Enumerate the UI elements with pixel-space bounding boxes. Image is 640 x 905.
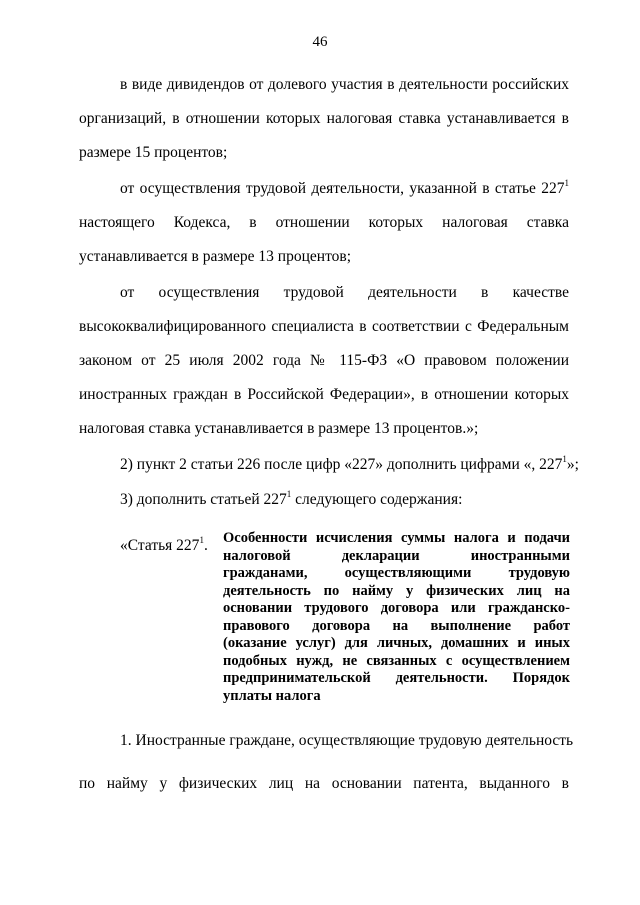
article-title-line: Особенности исчисления суммы налога и подачи bbox=[223, 530, 570, 546]
text-fragment: от осуществления трудовой деятельности, указанной в статье 227 bbox=[120, 180, 565, 197]
superscript: 1 bbox=[199, 534, 204, 545]
text-fragment: следующего содержания: bbox=[291, 491, 463, 508]
page-number: 46 bbox=[312, 34, 328, 50]
text-line: размере 15 процентов; bbox=[79, 144, 228, 161]
article-title-line: предпринимательской деятельности. Порядок bbox=[223, 670, 570, 686]
text-line bbox=[120, 490, 569, 510]
text-line: налоговая ставка устанавливается в размере 13 процентов.»; bbox=[79, 420, 479, 437]
article-heading-label bbox=[120, 536, 208, 556]
text-line: высококвалифицированного специалиста в соответствии с Федеральным bbox=[79, 318, 569, 335]
article-title-line: уплаты налога bbox=[223, 687, 321, 704]
superscript: 1 bbox=[564, 177, 569, 188]
text-line: иностранных граждан в Российской Федерации», в отношении которых bbox=[79, 386, 569, 403]
article-title-line: гражданами, осуществляющими трудовую bbox=[223, 565, 570, 581]
article-title-line: основании трудового договора или гражданско- bbox=[223, 600, 570, 616]
text-fragment: . bbox=[203, 537, 208, 554]
text-line: по найму у физических лиц на основании патента, выданного в bbox=[79, 775, 569, 792]
article-title-line: налоговой декларации иностранными bbox=[223, 547, 570, 564]
text-line: в виде дивидендов от долевого участия в деятельности российских bbox=[120, 76, 569, 93]
article-title-line: подобных нужд, не связанных с осуществлением bbox=[223, 652, 570, 669]
superscript: 1 bbox=[286, 488, 292, 499]
text-line: 1. Иностранные граждане, осуществляющие трудовую деятельность bbox=[120, 732, 574, 749]
text-line: настоящего Кодекса, в отношении которых налоговая ставка bbox=[79, 214, 569, 231]
text-fragment: »; bbox=[566, 456, 579, 473]
text-fragment: 3) дополнить статьей 227 bbox=[120, 491, 287, 508]
text-line bbox=[120, 453, 579, 475]
text-line bbox=[120, 179, 569, 199]
text-fragment: «Статья 227 bbox=[120, 537, 200, 554]
superscript: 1 bbox=[562, 453, 567, 464]
text-line: организаций, в отношении которых налоговая ставка устанавливается в bbox=[79, 110, 569, 127]
article-title bbox=[223, 530, 570, 705]
text-line: устанавливается в размере 13 процентов; bbox=[79, 248, 352, 265]
article-title-line: деятельность по найму у физических лиц на bbox=[223, 582, 570, 599]
article-title-line: правового договора на выполнение работ bbox=[223, 617, 570, 634]
text-line: законом от 25 июля 2002 года № 115-ФЗ «О правовом положении bbox=[79, 352, 569, 369]
text-line: от осуществления трудовой деятельности в качестве bbox=[120, 284, 569, 301]
text-fragment: 2) пункт 2 статьи 226 после цифр «227» дополнить цифрами «, 227 bbox=[120, 456, 563, 473]
article-title-line: (оказание услуг) для личных, домашних и иных bbox=[223, 635, 570, 651]
